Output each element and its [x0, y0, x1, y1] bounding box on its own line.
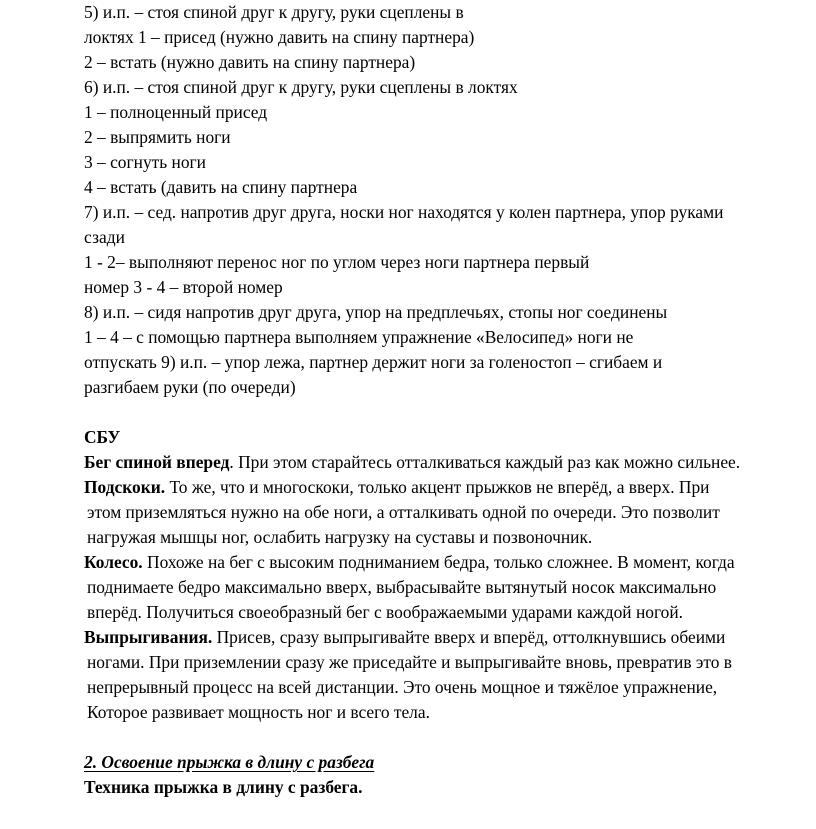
sbu-heading: СБУ [84, 427, 121, 447]
paragraph-body-line: непрерывный процесс на всей дистанции. Это очень мощное и тяжёлое упражнение, [87, 677, 718, 697]
exercise-line: 4 – встать (давить на спину партнера [84, 177, 358, 197]
paragraph-run-backwards [84, 450, 812, 475]
exercise-line: 1 – полноценный присед [84, 102, 268, 122]
paragraph-body-line: нагружая мышцы ног, ослабить нагрузку на суставы и позвоночник. [87, 527, 593, 547]
paragraph-body-line: этом приземляться нужно на обе ноги, а отталкивать одной по очереди. Это позволит [87, 502, 720, 522]
paragraph-body-text: Присев, сразу выпрыгивайте вверх и вперёд, оттолкнувшись обеими [212, 627, 726, 647]
exercise-line: 2 – встать (нужно давить на спину партнера) [84, 52, 416, 72]
section2-heading [84, 750, 812, 775]
exercise-line-7-start: 7) и.п. – сед. напротив друг друга, носки ног находятся у колен партнера, упор руками [84, 202, 724, 222]
section2-heading-text: 2. Освоение прыжка в длину с разбега [84, 752, 375, 772]
section2-subheading: Техника прыжка в длину с разбега. [84, 777, 363, 797]
exercise-line-5-start: 5) и.п. – стоя спиной друг к другу, руки сцеплены в [84, 2, 464, 22]
paragraph-body-text: . При этом старайтесь отталкиваться каждый раз как можно сильнее. [229, 452, 741, 472]
paragraph-body-line: ногами. При приземлении сразу же приседайте и выпрыгивайте вновь, превратив это в [87, 652, 732, 672]
paragraph-koleso [84, 550, 812, 575]
exercise-line: разгибаем руки (по очереди) [84, 377, 296, 397]
paragraph-body-text: То же, что и многоскоки, только акцент прыжков не вперёд, а вверх. При [165, 477, 710, 497]
paragraph-body-line: поднимаете бедро максимально вверх, выбрасывайте вытянутый носок максимально [87, 577, 717, 597]
exercise-line: 1 – 4 – с помощью партнера выполняем упражнение «Велосипед» ноги не [84, 327, 634, 347]
exercise-line: 3 – согнуть ноги [84, 152, 206, 172]
exercise-line: 1 - 2– выполняют перенос ног по углом через ноги партнера первый [84, 252, 590, 272]
blank-line [84, 725, 812, 750]
paragraph-lead-bold: Подскоки. [84, 477, 166, 497]
paragraph-body-text: Похоже на бег с высоким подниманием бедра, только сложнее. В момент, когда [142, 552, 735, 572]
paragraph-lead-bold: Выпрыгивания. [84, 627, 213, 647]
paragraph-podskoki [84, 475, 812, 500]
exercise-line: сзади [84, 227, 125, 247]
paragraph-lead-bold: Бег спиной вперед [84, 452, 230, 472]
paragraph-body-line: вперёд. Получиться своеобразный бег с воображаемыми ударами каждой ногой. [87, 602, 683, 622]
exercise-line: номер 3 - 4 – второй номер [84, 277, 283, 297]
exercise-line-6-start: 6) и.п. – стоя спиной друг к другу, руки сцеплены в локтях [84, 77, 518, 97]
paragraph-lead-bold: Колесо. [84, 552, 143, 572]
exercise-line: 2 – выпрямить ноги [84, 127, 231, 147]
paragraph-body-line: Которое развивает мощность ног и всего тела. [87, 702, 430, 722]
exercise-line-9-start: отпускать 9) и.п. – упор лежа, партнер держит ноги за голеностоп – сгибаем и [84, 352, 663, 372]
exercise-line: локтях 1 – присед (нужно давить на спину партнера) [84, 27, 475, 47]
paragraph-vyprygivaniya [84, 625, 812, 650]
exercise-line-8-start: 8) и.п. – сидя напротив друг друга, упор на предплечьях, стопы ног соединены [84, 302, 668, 322]
blank-line [84, 400, 812, 425]
